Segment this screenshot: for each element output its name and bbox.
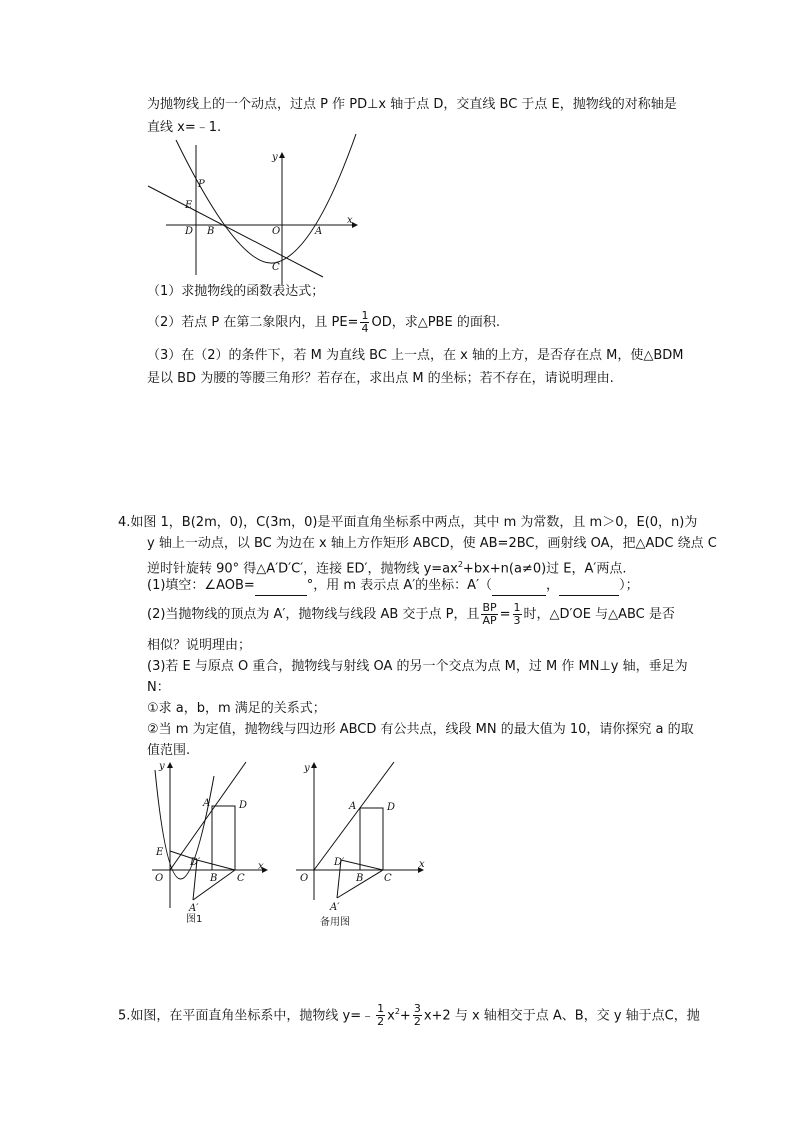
p4-question-2: (2)当抛物线的顶点为 A′，抛物线与线段 AB 交于点 P，且 $\frac{BP}{AP}$ = $\frac{1}{3}$ 时，△D′OE 与△ABC 是否 [147,601,675,627]
p3-q2-post: OD，求△PBE 的面积. [371,315,500,330]
p4-fig1-label-o: O [155,873,164,884]
p4-question-3-sub2-line1: ②当 m 为定值，抛物线与四边形 ABCD 有公共点，线段 MN 的最大值为 10，请你探究 a 的取 [147,722,694,737]
p4-fig1-label-ap: A′ [189,903,199,914]
p4-text-line2: y 轴上一动点，以 BC 为边在 x 轴上方作矩形 ABCD，使 AB=2BC，画射线 OA，把△ADC 绕点 C [147,536,717,551]
p5-fraction-half: $\frac{1}{2}$ [377,1002,385,1029]
p4-fig2-label-ap: A′ [330,902,340,913]
p3-label-e: E [185,200,193,211]
p4-question-2-line2: 相似？说明理由； [147,638,252,653]
p5-fraction-three-halves: $\frac{3}{2}$ [413,1002,421,1029]
p4-question-3-sub1: ①求 a，b，m 满足的关系式； [147,701,326,716]
p4-fig1-label-e: E [156,847,164,858]
p4-fig2-label-c: C [384,873,392,884]
p4-question-3-sub2-line2: 值范围. [147,743,191,758]
p4-fig1-label-dp: D′ [190,857,201,868]
p4-fig2-label-d: D [387,802,396,813]
p4-fig1-caption: 图1 [186,914,203,925]
p4-q2-fraction-one-third: $\frac{1}{3}$ [513,601,521,627]
p4-fig1-label-x: x [258,861,264,872]
p4-fig1-label-a: A [203,798,211,809]
p4-fig1-label-d: D [239,800,248,811]
p3-text-line1: 为抛物线上的一个动点，过点 P 作 PD⊥x 轴于点 D，交直线 BC 于点 E，抛物线的对称轴是 [147,97,677,112]
p4-text-line1: 4.如图 1，B(2m，0)，C(3m，0)是平面直角坐标系中两点，其中 m 为常数，且 m＞0，E(0，n)为 [118,515,698,530]
p4-fig2-caption: 备用图 [320,917,350,928]
p3-label-b: B [207,226,215,237]
p4-q2-fraction-bp-ap: $\frac{BP}{AP}$ [482,601,497,627]
p3-question-3-line1: （3）在（2）的条件下，若 M 为直线 BC 上一点，在 x 轴的上方，是否存在点 M，使△BDM [147,348,684,363]
p4-fig2-label-y: y [304,763,310,774]
p3-label-o: O [272,226,281,237]
p4-fig1-label-b: B [210,873,218,884]
p3-label-d: D [185,226,194,237]
p4-fig1-label-c: C [237,873,245,884]
p3-label-x: x [347,215,353,226]
p5-text-line1: 5.如图，在平面直角坐标系中，抛物线 y=﹣ $\frac{1}{2}$ $x^2+$ $\frac{3}{2}$ x+2 与 x 轴相交于点 A、B，交 y 轴于点C，抛 [118,1002,700,1029]
p3-question-1: （1）求抛物线的函数表达式； [147,284,325,299]
p4-fig2-label-b: B [356,873,364,884]
p3-text-line2: 直线 x=﹣1. [147,120,222,135]
p4-fig2-label-o: O [300,873,309,884]
p4-question-3-line1: (3)若 E 与原点 O 重合，抛物线与射线 OA 的另一个交点为点 M，过 M 作 MN⊥y 轴，垂足为 [147,659,688,674]
p4-fig2-label-x: x [419,859,425,870]
p4-fig2-label-dp: D′ [334,857,345,868]
p4-fig2-label-a: A [349,801,357,812]
p4-question-3-line2: N： [147,680,170,695]
p3-q2-fraction: $\frac{1}{4}$ [361,309,369,335]
p3-label-y: y [272,152,278,163]
p3-question-3-line2: 是以 BD 为腰的等腰三角形？若存在，求出点 M 的坐标；若不存在，请说明理由. [147,371,614,386]
p3-label-p: P [198,179,205,190]
p4-question-1: (1)填空：∠AOB= °，用 m 表示点 A′的坐标：A′（ ， ）； [147,577,639,596]
p3-label-a: A [315,226,323,237]
p4-fig1-label-y: y [159,761,165,772]
p4-text-line3: 逆时针旋转 90° 得△A′D′C′，连接 ED′，抛物线 $y=ax^2+bx+n(a\ne 0)$过 E，A′两点. [147,560,627,577]
p3-q2-pre: （2）若点 P 在第二象限内，且 PE= [147,315,359,330]
p3-label-c: C [272,262,280,273]
